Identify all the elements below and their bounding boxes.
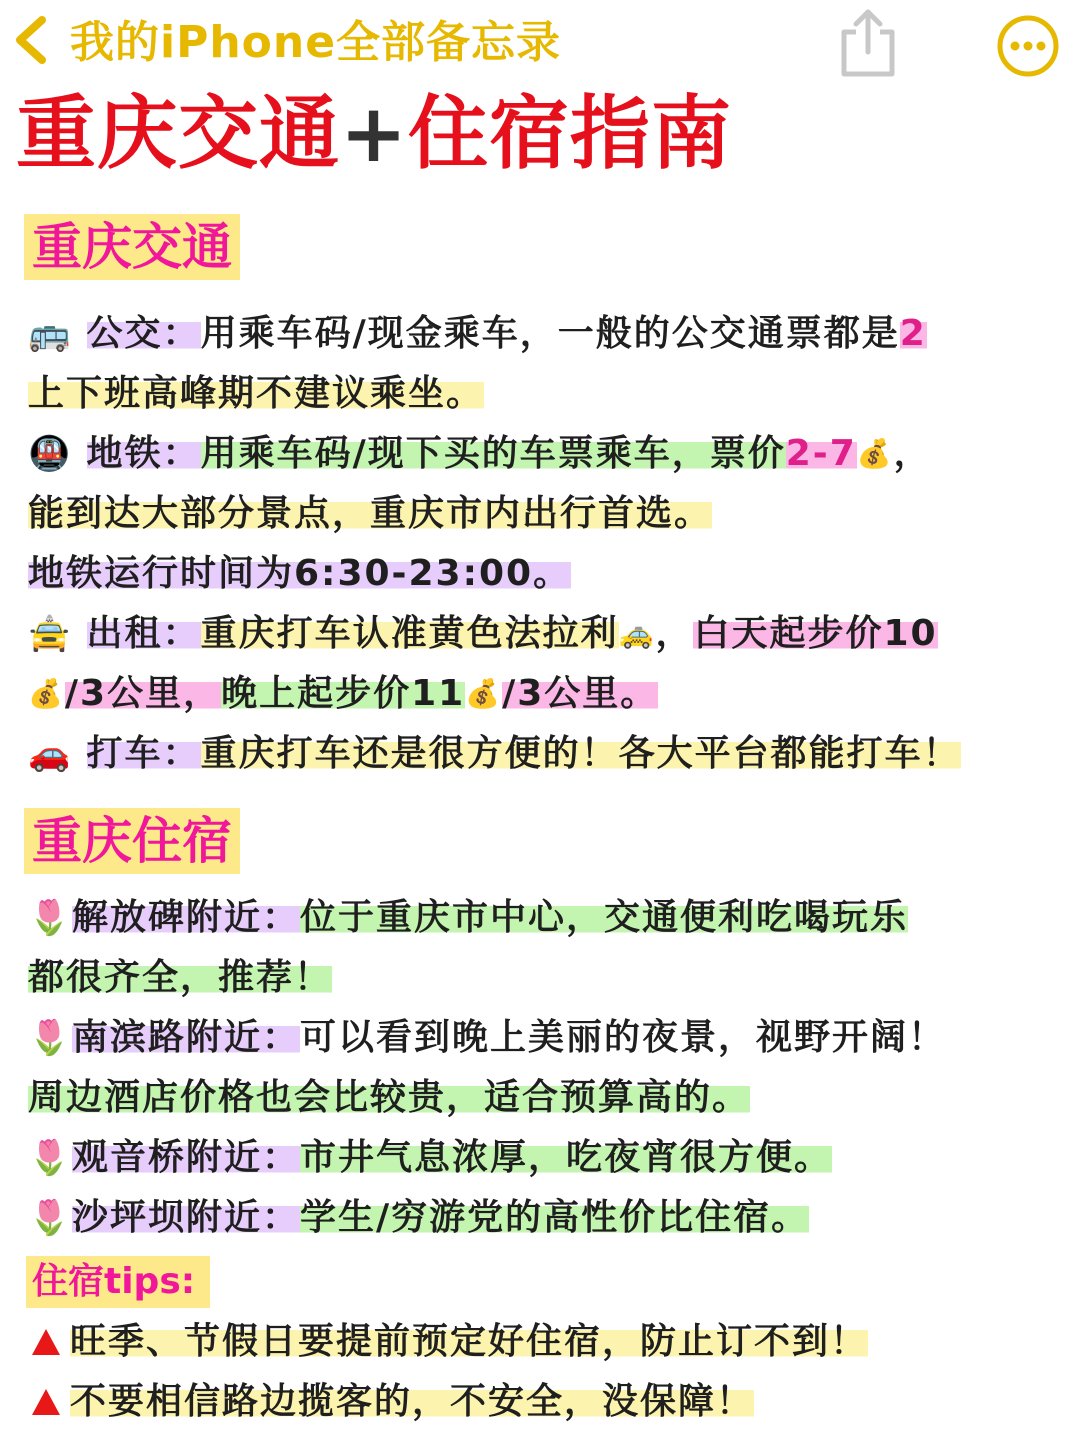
taxi-day-price: 白天起步价10 [693, 613, 938, 654]
lodging-label: 观音桥附近： [72, 1137, 301, 1178]
section-heading-lodging: 重庆住宿 [24, 808, 240, 874]
share-icon[interactable] [834, 6, 902, 78]
more-icon[interactable] [994, 12, 1062, 80]
lodging-item-line-2 [28, 1068, 750, 1128]
ride-label: 打车： [86, 733, 201, 774]
lodging-text: 位于重庆市中心，交通便利吃喝玩乐 [300, 897, 909, 938]
title-transport: 重庆交通 [16, 87, 340, 180]
tulip-icon: 🌷 [28, 1198, 73, 1238]
money-bag-icon: 💰 [28, 677, 65, 710]
title-plus: + [340, 87, 409, 180]
money-bag-icon: 💰 [856, 437, 894, 470]
bus-icon: 🚌 [28, 314, 73, 354]
tip-item [28, 1372, 754, 1432]
lodging-item [28, 1188, 809, 1248]
section-heading-transport: 重庆交通 [24, 214, 240, 280]
lodging-text: 市井气息浓厚，吃夜宵很方便。 [300, 1137, 833, 1178]
metro-icon: 🚇 [28, 434, 73, 474]
bus-text: 用乘车码/现金乘车，一般的公交通票都是 [200, 313, 900, 354]
taxi-label: 出租： [86, 613, 201, 654]
car-icon: 🚗 [28, 734, 73, 774]
tips-heading: 住宿tips: [26, 1256, 210, 1308]
taxi-day-unit: /3公里， [64, 673, 222, 714]
lodging-text-2: 周边酒店价格也会比较贵，适合预算高的。 [28, 1077, 751, 1118]
bus-fare: 2 [899, 313, 927, 354]
tulip-icon: 🌷 [28, 898, 73, 938]
taxi-night-price: 晚上起步价11 [221, 673, 466, 714]
taxi-night-unit: /3公里。 [502, 673, 659, 714]
taxi-text: 重庆打车认准黄色法拉利 [200, 613, 619, 654]
transport-metro-line-2 [28, 484, 712, 544]
metro-text: 用乘车码/现下买的车票乘车，票价 [200, 433, 786, 474]
lodging-label: 沙坪坝附近： [72, 1197, 301, 1238]
taxi-car-icon: 🚕 [618, 617, 656, 650]
lodging-item [28, 888, 908, 948]
transport-taxi-line [28, 604, 938, 664]
metro-price: 2-7 [785, 433, 857, 474]
taxi-sep: ， [655, 613, 694, 654]
lodging-text-2: 都很齐全，推荐！ [28, 957, 333, 998]
warning-triangle-icon [32, 1389, 60, 1415]
lodging-item [28, 1008, 946, 1068]
transport-bus-line [28, 304, 927, 364]
chevron-left-icon[interactable] [4, 10, 64, 70]
transport-metro-hours [28, 544, 571, 604]
transport-bus-line-2 [28, 364, 484, 424]
lodging-text: 可以看到晚上美丽的夜景，视野开阔！ [300, 1017, 947, 1058]
back-label[interactable]: 我的iPhone全部备忘录 [70, 17, 562, 68]
tulip-icon: 🌷 [28, 1018, 73, 1058]
transport-taxi-line-2 [28, 664, 658, 724]
tip-text: 不要相信路边揽客的，不安全，没保障！ [70, 1381, 755, 1422]
taxi-icon: 🚖 [28, 614, 73, 654]
lodging-item [28, 1128, 832, 1188]
lodging-text: 学生/穷游党的高性价比住宿。 [300, 1197, 810, 1238]
warning-triangle-icon [32, 1329, 60, 1355]
nav-bar [0, 0, 1080, 90]
money-bag-icon: 💰 [465, 677, 503, 710]
bus-text-2: 上下班高峰期不建议乘坐。 [28, 373, 485, 414]
transport-ride-line [28, 724, 961, 784]
bus-label: 公交： [86, 313, 201, 354]
lodging-label: 南滨路附近： [72, 1017, 301, 1058]
metro-hours-text: 地铁运行时间为6:30-23:00。 [28, 553, 572, 594]
metro-tail: ， [893, 433, 932, 474]
title-lodging: 住宿指南 [408, 87, 733, 180]
ride-text: 重庆打车还是很方便的！各大平台都能打车！ [200, 733, 961, 774]
tip-text: 旺季、节假日要提前预定好住宿，防止订不到！ [70, 1321, 869, 1362]
metro-label: 地铁： [86, 433, 201, 474]
page-title [16, 88, 732, 180]
transport-metro-line [28, 424, 932, 484]
tulip-icon: 🌷 [28, 1138, 73, 1178]
metro-text-2: 能到达大部分景点，重庆市内出行首选。 [28, 493, 713, 534]
tip-item [28, 1312, 868, 1372]
lodging-item-line-2 [28, 948, 332, 1008]
lodging-label: 解放碑附近： [72, 897, 301, 938]
